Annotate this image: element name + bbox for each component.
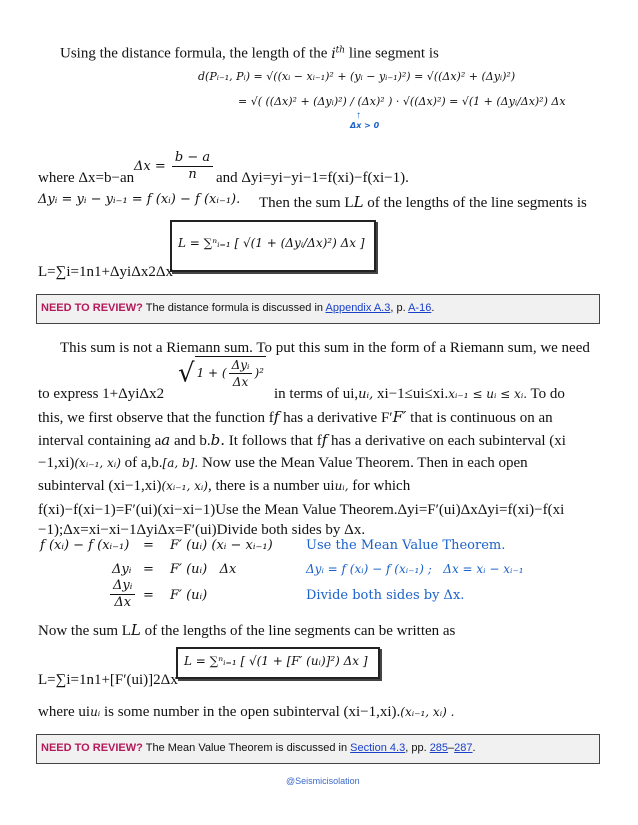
eq-row1-rhs: F′ (uᵢ) (xᵢ − xᵢ₋₁) — [170, 538, 273, 553]
dx-positive-note: Δx > 0 — [350, 121, 380, 130]
eq-row3-rhs: F′ (uᵢ) — [170, 588, 208, 603]
eq-row3-lhs: $\frac{\text{Δyᵢ}}{\Delta x}$ — [108, 578, 137, 611]
riemann-line1: This sum is not a Riemann sum. To put this sum in the form of a Riemann sum, we need — [60, 340, 590, 356]
sqrt-term: √ 1 + ( $\frac{\text{Δyᵢ}}{\Delta x}$ )² — [178, 358, 264, 389]
terms-text: in terms of ui,uᵢ, xi−1≤ui≤xi.xᵢ₋₁ ≤ uᵢ ≤ xᵢ. To do — [274, 386, 565, 402]
distance-equation-line2: = √( ((Δx)² + (Δyᵢ)²) / (Δx)² ) · √((Δx)²) = √(1 + (Δyᵢ/Δx)²) Δx — [238, 95, 566, 108]
arc-length-sum-box-2: L = ∑ⁿᵢ₌₁ [ √(1 + [F′ (uᵢ)]²) Δx ] — [176, 647, 380, 679]
eq-row2-rhs: F′ (uᵢ) Δx — [170, 562, 237, 577]
page-link[interactable]: A-16 — [408, 302, 432, 314]
appendix-link[interactable]: Appendix A.3 — [325, 302, 391, 314]
where-ui-text: where uiuᵢ is some number in the open subinterval (xi−1,xi).(xᵢ₋₁, xᵢ) . — [38, 704, 455, 720]
eq-row3-equals: = — [143, 588, 154, 603]
and-dy-text: and Δyi=yi−yi−1=f(xi)−f(xi−1). — [216, 170, 409, 186]
eq-row3-note: Divide both sides by Δx. — [306, 588, 465, 603]
sum-plain-text: L=∑i=1n1+ΔyiΔx2Δx — [38, 264, 174, 280]
riemann-line3: this, we first observe that the function ff has a derivative F′F′ that is continuous on an — [38, 408, 553, 426]
eq-row2-note: Δyᵢ = f (xᵢ) − f (xᵢ₋₁) ; Δx = xᵢ − xᵢ₋₁ — [306, 562, 524, 576]
where-dx-text: where Δx=b−an — [38, 170, 135, 186]
eq-row1-lhs: f (xᵢ) − f (xᵢ₋₁) — [40, 538, 130, 553]
now-sum-text: Now the sum LL of the lengths of the line segments can be written as — [38, 621, 456, 639]
eq-row2-equals: = — [143, 562, 154, 577]
up-arrow-icon: ↑ — [356, 110, 361, 121]
sum2-plain-text: L=∑i=1n1+[F′(ui)]2Δx — [38, 672, 178, 688]
review-box-mvt: NEED TO REVIEW? The Mean Value Theorem is discussed in Section 4.3, pp. 285–287. — [36, 734, 600, 764]
review-box-distance: NEED TO REVIEW? The distance formula is discussed in Appendix A.3, p. A-16. — [36, 294, 600, 324]
mvt-plain-line1: f(xi)−f(xi−1)=F′(ui)(xi−xi−1)Use the Mean Value Theorem.Δyi=F′(ui)ΔxΔyi=f(xi)−f(xi — [38, 502, 565, 518]
express-text: to express 1+ΔyiΔx2 — [38, 386, 165, 402]
page-link-start[interactable]: 285 — [429, 742, 449, 754]
footer-credit: @Seismicisolation — [286, 776, 360, 786]
para1-line: Using the distance formula, the length of the $i^{th}$ line segment is — [60, 45, 439, 62]
dy-equation: Δyᵢ = yᵢ − yᵢ₋₁ = f (xᵢ) − f (xᵢ₋₁). — [38, 192, 241, 207]
dx-formula: Δx = $\frac{b - a}{n}$ — [134, 150, 215, 183]
distance-equation-line1: d(Pᵢ₋₁, Pᵢ) = √((xᵢ − xᵢ₋₁)² + (yᵢ − yᵢ₋₁)²) = √((Δx)² + (Δyᵢ)²) — [198, 70, 516, 83]
page-link-end[interactable]: 287 — [454, 742, 473, 754]
i-symbol: $i^{th}$ — [331, 45, 346, 62]
riemann-line6: subinterval (xi−1,xi)(xᵢ₋₁, xᵢ), there is a number uiuᵢ, for which — [38, 478, 411, 494]
eq-row2-lhs: Δyᵢ — [112, 562, 132, 577]
eq-row1-note: Use the Mean Value Theorem. — [306, 538, 506, 553]
section-link[interactable]: Section 4.3 — [350, 742, 406, 754]
then-sum-text: Then the sum LL of the lengths of the line segments is — [259, 193, 587, 211]
mvt-plain-line2: −1);Δx=xi−xi−1ΔyiΔx=F′(ui)Divide both sides by Δx. — [38, 522, 366, 538]
riemann-line4: interval containing aa and b.b. It follows that ff has a derivative on each subinterval (xi — [38, 431, 566, 449]
arc-length-sum-box: L = ∑ⁿᵢ₌₁ [ √(1 + (Δyᵢ/Δx)²) Δx ] — [170, 220, 376, 272]
eq-row1-equals: = — [143, 538, 154, 553]
riemann-line5: −1,xi)(xᵢ₋₁, xᵢ) of a,b.[a, b]. Now use the Mean Value Theorem. Then in each open — [38, 455, 528, 471]
